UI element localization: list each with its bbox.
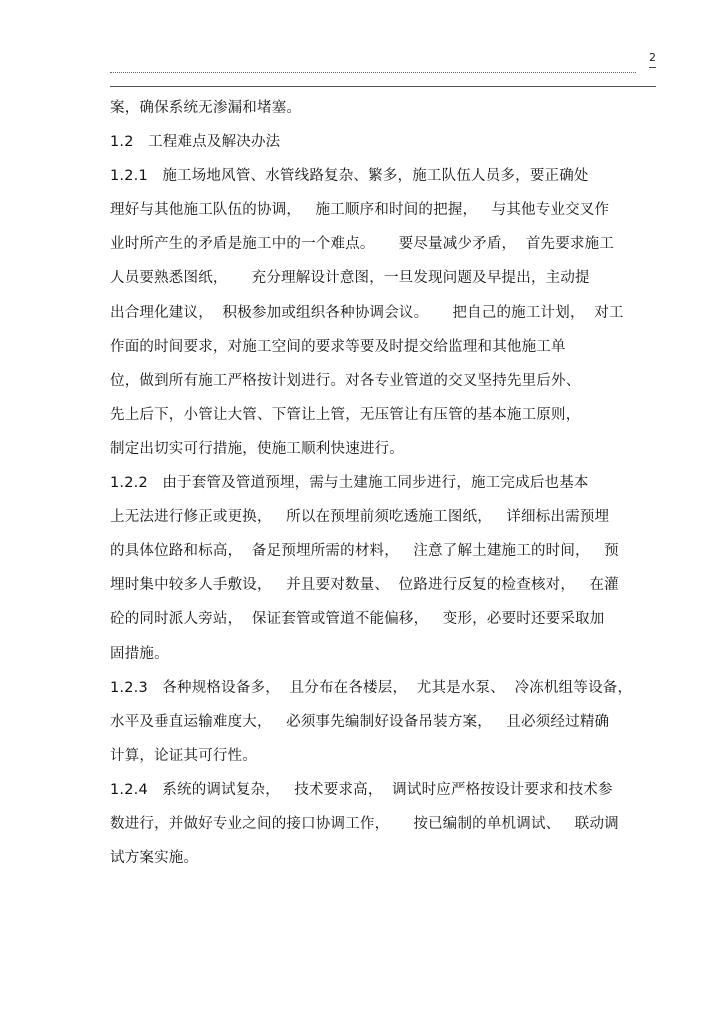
text-line: 理好与其他施工队伍的协调， 施工顺序和时间的把握， 与其他专业交叉作: [110, 202, 610, 219]
text-line: 人员要熟悉图纸， 充分理解设计意图，一旦发现问题及早提出，主动提: [110, 270, 590, 287]
text-line: 砼的同时派人旁站， 保证套管或管道不能偏移， 变形，必要时还要采取加: [110, 611, 605, 628]
text-line: 水平及垂直运输难度大， 必须事先编制好设备吊装方案， 且必须经过精确: [110, 713, 610, 730]
text-line: 试方案实施。: [110, 850, 199, 867]
document-body: [110, 91, 650, 875]
text-line: 埋时集中较多人手敷设， 并且要对数量、 位路进行反复的检查核对， 在灌: [110, 577, 619, 594]
text-line: 位，做到所有施工严格按计划进行。对各专业管道的交叉坚持先里后外、: [110, 372, 581, 389]
text-line: 1.2.1 施工场地风管、水管线路复杂、繁多，施工队伍人员多，要正确处: [110, 168, 589, 185]
section-heading: 1.2 工程难点及解决办法: [110, 134, 281, 151]
page-number: 2: [649, 51, 656, 64]
text-line: 的具体位路和标高， 备足预埋所需的材料， 注意了解土建施工的时间， 预: [110, 543, 619, 560]
text-line: 作面的时间要求，对施工空间的要求等要及时提交给监理和其他施工单: [110, 338, 566, 355]
text-line: 业时所产生的矛盾是施工中的一个难点。 要尽量减少矛盾， 首先要求施工: [110, 236, 615, 253]
text-line: 上无法进行修正或更换， 所以在预埋前须吃透施工图纸， 详细标出需预埋: [110, 509, 610, 526]
page-number-underline: [649, 67, 656, 68]
text-line: 数进行，并做好专业之间的接口协调工作， 按已编制的单机调试、 联动调: [110, 815, 619, 832]
text-line: 1.2.2 由于套管及管道预埋，需与土建施工同步进行，施工完成后也基本: [110, 475, 589, 492]
text-line: 出合理化建议， 积极参加或组织各种协调会议。 把自己的施工计划， 对工: [110, 304, 624, 321]
text-line: 案，确保系统无渗漏和堵塞。: [110, 100, 302, 116]
header-solid-rule: [110, 86, 656, 87]
text-line: 1.2.4 系统的调试复杂， 技术要求高， 调试时应严格按设计要求和技术参: [110, 781, 613, 798]
header-dotted-rule: [110, 72, 636, 73]
text-line: 1.2.3 各种规格设备多， 且分布在各楼层， 尤其是水泵、 冷冻机组等设备，: [110, 679, 633, 696]
text-line: 固措施。: [110, 645, 169, 662]
text-line: 先上后下，小管让大管、下管让上管，无压管让有压管的基本施工原则，: [110, 406, 581, 423]
text-line: 制定出切实可行措施，使施工顺利快速进行。: [110, 440, 404, 457]
text-line: 计算，论证其可行性。: [110, 747, 257, 764]
